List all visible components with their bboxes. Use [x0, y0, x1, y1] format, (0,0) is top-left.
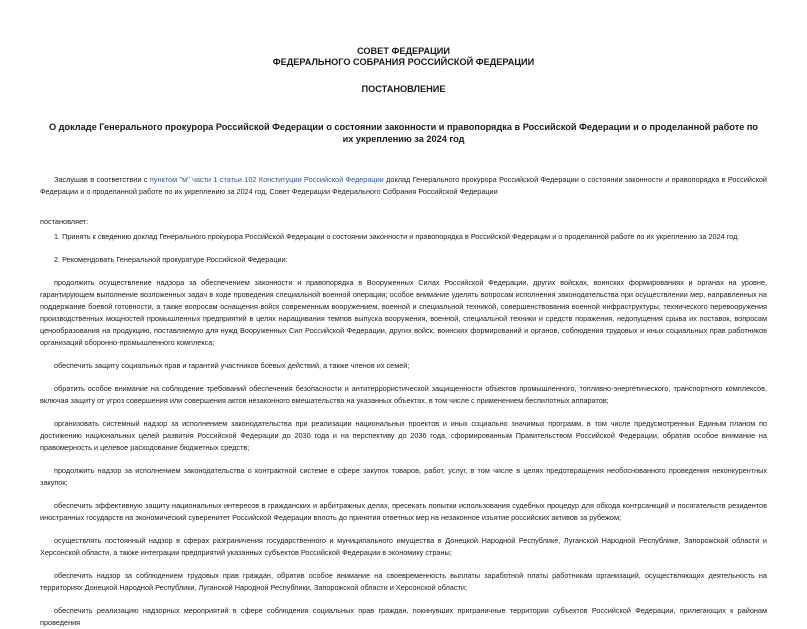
paragraph-property: осуществлять постоянный надзор в сферах разграничения государственного и муниципального имущества в Донецкой Народной Республике, Луганской Народной Республике, Запорожской области и Херсонской области, а также интеграции предприятий указанных субъектов Российской Федерации в экономику страны;: [40, 536, 767, 557]
paragraph-social-rights: обеспечить реализацию надзорных мероприятий в сфере соблюдения социальных прав граждан, покинувших приграничные территории субъектов Российской Федерации, прилегающих к районам проведения: [40, 606, 767, 627]
item-1: 1. Принять к сведению доклад Генерального прокурора Российской Федерации о состоянии законности и правопорядка в Российской Федерации и о проделанной работе по их укреплению за 2024 год.: [54, 232, 740, 241]
resolved-label: постановляет:: [40, 217, 89, 226]
paragraph-national-interests: обеспечить эффективную защиту национальных интересов в гражданских и арбитражных делах, пресекать попытки использования судебных процедур для обхода контрсанкций и посягательств резидентов иностранных государств на экономический суверенитет Российской Федерации вплоть до принятия ответных мер на незаконное изъятие российских активов за рубежом;: [40, 501, 767, 522]
paragraph-security: обратить особое внимание на соблюдение требований обеспечения безопасности и антитеррористической защищенности объектов промышленного, топливно-энергетического, транспортного комплексов, включая защиту от угроз совершения или совершения актов незаконного вмешательства на указанных объектах, в том числе с применением беспилотных аппаратов;: [40, 384, 767, 405]
intro-paragraph: [40, 174, 767, 198]
org-name-line1: СОВЕТ ФЕДЕРАЦИИ: [357, 46, 450, 56]
paragraph-national-projects: организовать системный надзор за исполнением законодательства при реализации национальных проектов и иных социально значимых программ, в том числе предусмотренных Единым планом по достижению национальных целей развития Российской Федерации до 2030 года и на перспективу до 2036 года, сформированным Правительством Российской Федерации, обратив особое внимание на правомерность и целевое расходование бюджетных средств;: [40, 419, 767, 452]
document-title: О докладе Генерального прокурора Российской Федерации о состоянии законности и правопорядка в Российской Федерации и о проделанной работе по их укреплению за 2024 год: [48, 122, 759, 144]
paragraph-veterans-rights: обеспечить защиту социальных прав и гарантий участников боевых действий, а также членов их семей;: [54, 361, 410, 370]
constitution-link[interactable]: пунктом "м" части 1 статьи 102 Конституции Российской Федерации: [149, 175, 384, 184]
intro-text-after: доклад Генерального прокурора Российской Федерации о состоянии законности и правопорядка в Российской Федерации и о проделанной работе по их укреплению за 2024 год, Совет Федерации Федерального Собрания Российской Федерации: [40, 175, 767, 196]
item-2: 2. Рекомендовать Генеральной прокуратуре Российской Федерации:: [54, 255, 288, 264]
intro-text-before: Заслушав в соответствии с: [54, 175, 150, 184]
paragraph-procurement: продолжить надзор за исполнением законодательства о контрактной системе в сфере закупок товаров, работ, услуг, в том числе в целях предотвращения необоснованного проведения неконкурентных закупок;: [40, 466, 767, 487]
paragraph-labor-rights: обеспечить надзор за соблюдением трудовых прав граждан, обратив особое внимание на своевременность выплаты заработной платы работникам организаций, осуществляющих деятельность на территориях Донецкой Народной Республики, Луганской Народной Республики, Запорожской области и Херсонской области;: [40, 571, 767, 592]
paragraph-army-oversight: продолжить осуществление надзора за обеспечением законности и правопорядка в Вооруженных Силах Российской Федерации, других войсках, воинских формированиях и органах на уровне, гарантирующем выполнение возложенных задач в ходе проведения специальной военной операции; особое внимание уделять вопросам исполнения законодательства при осуществлении мер, направленных на поддержание боевой готовности, а также вопросам оснащения войск современным вооружением, военной и специальной техникой, совершенствования военной инфраструктуры, технического перевооружения производственных мощностей промышленных предприятий в целях наращивания темпов выпуска вооружения, военной, специальной техники и средств поражения, недопущения срыва их поставок, вопросам ценообразования на продукцию, поставляемую для нужд Вооруженных Сил Российской Федерации, других войск, воинских формирований и органов, соблюдения трудовых и иных социальных прав работников организаций оборонно-промышленного комплекса;: [40, 278, 767, 347]
document-type: ПОСТАНОВЛЕНИЕ: [361, 84, 446, 94]
org-name-line2: ФЕДЕРАЛЬНОГО СОБРАНИЯ РОССИЙСКОЙ ФЕДЕРАЦИИ: [272, 57, 535, 67]
